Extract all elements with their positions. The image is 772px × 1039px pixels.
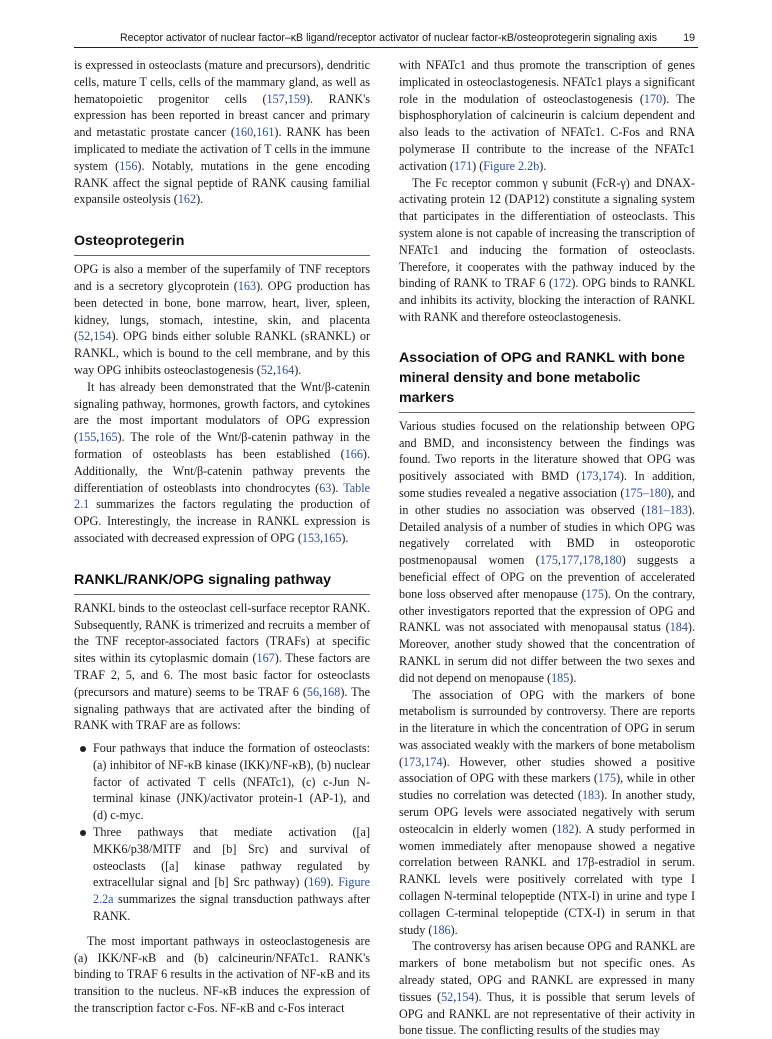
reference-link[interactable]: 162 xyxy=(177,192,197,207)
paragraph: is expressed in osteoclasts (mature and precursors), dendritic cells, mature T cells, cells of the mammary gland, as well as hematopoietic progenitor cells (157,159). RANK's expression has been reported in breast cancer and primary and metastatic prostate cancer (160,161). RANK has been implicated to mediate the activation of T cells in the immune system (156). Notably, mutations in the gene encoding RANK affect the signal peptide of RANK causing familial expansile osteolysis (162). xyxy=(74,58,371,207)
reference-link[interactable]: 156 xyxy=(119,158,138,173)
reference-link[interactable]: 181–183 xyxy=(645,502,688,517)
reference-link[interactable]: 172 xyxy=(553,276,572,291)
bullet-item xyxy=(74,824,370,925)
reference-link[interactable]: 163 xyxy=(237,278,257,293)
reference-link[interactable]: 186 xyxy=(432,922,451,937)
bullet-text: Four pathways that induce the formation of osteoclasts: (a) inhibitor of NF-κB kinase (IKK)/NF-κB), (b) nuclear factor of activated T cells (NFATc1), (c) c-Jun N-terminal kinase (JNK)/activator protein-1 (AP-1), and (d) c-myc. xyxy=(93,741,370,823)
running-head-title: Receptor activator of nuclear factor–κB ligand/receptor activator of nuclear factor-κB/osteoprotegerin signaling axis xyxy=(120,32,658,44)
paragraph: Various studies focused on the relationship between OPG and BMD, and inconsistency between the findings was found. Two reports in the literature showed that OPG was positively associated with BMD (173,174). In addition, some studies revealed a negative association (175–180), and in other studies no association was observed (181–183). Detailed analysis of a number of studies in which OPG was negatively correlated with BMD in osteoporotic postmenopausal women (175,177,178,180) suggests a beneficial effect of OPG on the prevention of accelerated bone loss observed after menopause (175). On the contrary, other investigators reported that the expression of OPG and RANKL was not associated with menopausal status (184). Moreover, another study showed that the concentration of RANKL in serum did not differ between the two sexes and did not depend on menopause (185). xyxy=(399,418,696,685)
paragraph: The controversy has arisen because OPG and RANKL are markers of bone metabolism but not specific ones. As already stated, OPG and RANKL are expressed in many tissues (52,154). Thus, it is possible that serum levels of OPG and RANKL are not representative of their activity in bone tissue. The conflicting results of the studies may xyxy=(399,939,695,1038)
bullet-list xyxy=(74,740,370,925)
reference-link[interactable]: 154 xyxy=(456,989,475,1004)
reference-link[interactable]: 164 xyxy=(276,362,295,377)
section-heading-osteoprotegerin: Osteoprotegerin xyxy=(74,231,370,256)
reference-link[interactable]: 56 xyxy=(306,684,320,699)
page-number: 19 xyxy=(683,32,695,44)
section-heading-association: Association of OPG and RANKL with bone mineral density and bone metabolic markers xyxy=(399,348,695,413)
reference-link[interactable]: 174 xyxy=(601,469,620,484)
right-column xyxy=(399,57,695,1039)
reference-link[interactable]: 165 xyxy=(99,430,118,445)
reference-link[interactable]: 153 xyxy=(301,530,321,545)
reference-link[interactable]: 170 xyxy=(643,91,663,106)
reference-link[interactable]: 178 xyxy=(582,553,601,568)
reference-link[interactable]: 63 xyxy=(319,480,332,495)
paragraph: The most important pathways in osteoclastogenesis are (a) IKK/NF-κB and (b) calcineurin/NFATc1. RANK's binding to TRAF 6 results in the activation of NF-κB and its transition to the nucleus. NF-κB induces the expression of the transcription factor c-Fos. NF-κB and c-Fos interact xyxy=(74,933,370,1016)
reference-link[interactable]: 165 xyxy=(323,530,342,545)
reference-link[interactable]: 157 xyxy=(266,91,285,106)
reference-link[interactable]: 154 xyxy=(93,329,112,344)
reference-link[interactable]: 183 xyxy=(581,788,601,803)
reference-link[interactable]: 160 xyxy=(234,125,254,140)
reference-link[interactable]: 177 xyxy=(560,553,580,568)
reference-link[interactable]: 180 xyxy=(603,553,622,568)
reference-link[interactable]: 185 xyxy=(551,670,570,685)
reference-link[interactable]: Table 2.1 xyxy=(74,480,370,512)
reference-link[interactable]: 155 xyxy=(78,430,97,445)
section-heading-signaling-pathway: RANKL/RANK/OPG signaling pathway xyxy=(74,570,370,595)
reference-link[interactable]: 52 xyxy=(78,329,91,344)
bullet-icon xyxy=(80,746,86,752)
reference-link[interactable]: 169 xyxy=(308,875,327,890)
bullet-icon xyxy=(80,830,86,836)
reference-link[interactable]: 173 xyxy=(403,754,422,769)
bullet-item xyxy=(74,740,370,824)
bullet-text: Three pathways that mediate activation ([a] MKK6/p38/MITF and [b] Src) and survival of osteoclasts ([a] kinase pathway regulated by extracellular signal and [b] Src pathway) (169). Figure 2.2a summarizes the signal transduction pathways after RANK. xyxy=(93,825,370,924)
paragraph: OPG is also a member of the superfamily of TNF receptors and is a secretory glycoprotein (163). OPG production has been detected in bone, bone marrow, heart, liver, spleen, kidney, lungs, stomach, intestine, skin, and placenta (52,154). OPG binds either soluble RANKL (sRANKL) or RANKL, which is bound to the cell membrane, and by this way OPG inhibits osteoclastogenesis (52,164). xyxy=(74,262,370,377)
reference-link[interactable]: 173 xyxy=(580,469,599,484)
running-head xyxy=(74,31,698,48)
reference-link[interactable]: 167 xyxy=(256,651,275,666)
reference-link[interactable]: 159 xyxy=(287,91,306,106)
reference-link[interactable]: Figure 2.2b xyxy=(483,158,540,173)
reference-link[interactable]: 182 xyxy=(556,821,575,836)
reference-link[interactable]: 175 xyxy=(539,553,558,568)
reference-link[interactable]: Figure 2.2a xyxy=(93,875,370,907)
reference-link[interactable]: 52 xyxy=(260,362,273,377)
paragraph: RANKL binds to the osteoclast cell-surface receptor RANK. Subsequently, RANK is trimerized and recruits a member of the TNF receptor-associated factors (TRAFs) at specific sites within its cytoplasmic domain (167). These factors are TRAF 2, 5, and 6. The most basic factor for osteoclasts (precursors and mature) seems to be TRAF 6 (56,168). The signaling pathways that are activated after the binding of RANK with TRAF are as follows: xyxy=(74,600,370,733)
reference-link[interactable]: 175 xyxy=(585,586,604,601)
paragraph: with NFATc1 and thus promote the transcription of genes implicated in osteoclastogenesis. NFATc1 plays a significant role in the modulation of osteoclastogenesis (170). The bisphosphorylation of calcineurin is calcium dependent and also leads to the activation of NFATc1. C-Fos and RNA polymerase II contribute to the increase of the NFATc1 activation (171) (Figure 2.2b). xyxy=(399,58,695,173)
left-column xyxy=(74,57,370,1017)
reference-link[interactable]: 175–180 xyxy=(624,485,667,500)
reference-link[interactable]: 161 xyxy=(256,125,275,140)
reference-link[interactable]: 184 xyxy=(669,620,688,635)
reference-link[interactable]: 168 xyxy=(322,684,341,699)
paragraph: It has already been demonstrated that the Wnt/β-catenin signaling pathway, hormones, growth factors, and cytokines are the most important modulators of OPG expression (155,165). The role of the Wnt/β-catenin pathway in the formation of osteoblasts has been established (166). Additionally, the Wnt/β-catenin pathway prevents the differentiation of osteoblasts into chondrocytes (63). Table 2.1 summarizes the factors regulating the production of OPG. Interestingly, the increase in RANKL expression is associated with decreased expression of OPG (153,165). xyxy=(74,379,370,545)
reference-link[interactable]: 171 xyxy=(453,158,473,173)
reference-link[interactable]: 174 xyxy=(424,754,443,769)
reference-link[interactable]: 175 xyxy=(597,771,617,786)
paragraph: The Fc receptor common γ subunit (FcR-γ) and DNAX-activating protein 12 (DAP12) constitute a signaling system that participates in the differentiation of osteoclasts. This system alone is not capable of increasing the transcription of NFATc1 and inducing the formation of osteoclasts. Therefore, it cooperates with the pathway induced by the binding of RANK to TRAF 6 (172). OPG binds to RANKL and inhibits its activity, blocking the interaction of RANKL with RANK and therefore osteoclastogenesis. xyxy=(399,175,695,324)
paragraph: The association of OPG with the markers of bone metabolism is surrounded by controversy. There are reports in the literature in which the concentration of OPG in serum was associated weakly with the markers of bone metabolism (173,174). However, other studies showed a positive association of OPG with these markers (175), while in other studies no correlation was detected (183). In another study, serum OPG levels were associated negatively with serum osteocalcin in elderly women (182). A study performed in women immediately after menopause showed a negative correlation between RANKL and 17β-estradiol in serum. RANKL levels were positively correlated with type I collagen N-terminal telopeptide (NTX-I) in urine and type I collagen C-terminal telopeptide (CTX-I) in serum in that study (186). xyxy=(399,687,696,937)
reference-link[interactable]: 52 xyxy=(441,989,454,1004)
reference-link[interactable]: 166 xyxy=(344,446,363,461)
